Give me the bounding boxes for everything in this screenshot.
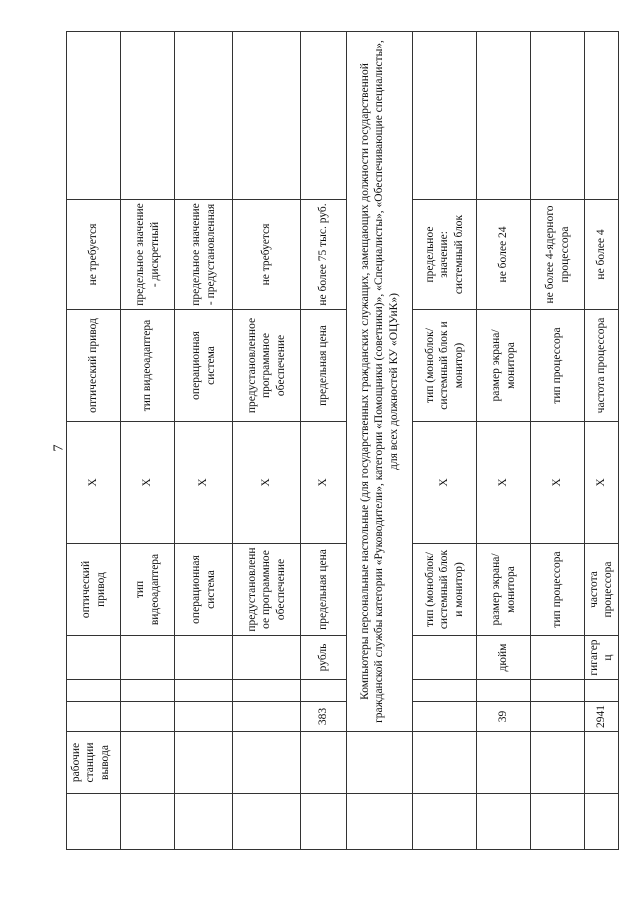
empty-cell — [121, 732, 175, 794]
x-cell: X — [585, 422, 619, 544]
char-cell: частота процессора — [585, 310, 619, 422]
value-cell: не требуется — [67, 200, 121, 310]
unit-cell — [413, 636, 477, 680]
name-cell: тип (моноблок/ системный блок и монитор) — [413, 544, 477, 636]
value-cell: предельное значение - предустановленная — [175, 200, 233, 310]
name-cell: тип процессора — [531, 544, 585, 636]
unit-cell: рубль — [301, 636, 347, 680]
empty-cell — [121, 680, 175, 702]
name-cell: оптический привод — [67, 544, 121, 636]
empty-cell — [301, 794, 347, 850]
empty-cell — [347, 732, 413, 794]
section-row — [347, 32, 413, 850]
empty-cell — [477, 680, 531, 702]
unit-cell — [121, 636, 175, 680]
page-number: 7 — [51, 444, 67, 452]
x-cell: X — [233, 422, 301, 544]
num-cell: 39 — [477, 702, 531, 732]
empty-cell — [585, 732, 619, 794]
value-cell: не более 4 — [585, 200, 619, 310]
empty-cell — [531, 680, 585, 702]
empty-cell — [477, 794, 531, 850]
char-cell: тип процессора — [531, 310, 585, 422]
value-cell: не более 24 — [477, 200, 531, 310]
empty-cell — [233, 732, 301, 794]
empty-cell — [531, 732, 585, 794]
value-cell: предельное значение: системный блок — [413, 200, 477, 310]
empty-cell — [175, 680, 233, 702]
x-cell: X — [301, 422, 347, 544]
num-cell: 383 — [301, 702, 347, 732]
table-row — [531, 32, 585, 850]
value-cell: не более 75 тыс. руб. — [301, 200, 347, 310]
table-row — [121, 32, 175, 850]
section-title: Компьютеры персональные настольные (для государственных гражданских служащих, замещающих должности государственной гражданской службы категории «Руководители», категории «Помощники (советники)», «Специалисты», «Обеспечивающие специалисты», для всех должностей КУ «ОЦУиК») — [347, 32, 413, 732]
num-cell — [121, 702, 175, 732]
char-cell: размер экрана/монитора — [477, 310, 531, 422]
value-cell: предельное значение - дискретный — [121, 200, 175, 310]
table-row — [67, 32, 121, 850]
x-cell: X — [531, 422, 585, 544]
x-cell: X — [413, 422, 477, 544]
num-cell — [67, 702, 121, 732]
num-cell — [413, 702, 477, 732]
char-cell: предельная цена — [301, 310, 347, 422]
empty-cell — [301, 732, 347, 794]
table-row — [301, 32, 347, 850]
char-cell: тип (моноблок/системный блок и монитор) — [413, 310, 477, 422]
empty-cell — [531, 32, 585, 200]
empty-cell — [413, 680, 477, 702]
empty-cell — [121, 32, 175, 200]
empty-cell — [585, 680, 619, 702]
empty-cell — [585, 32, 619, 200]
x-cell: X — [477, 422, 531, 544]
unit-cell — [233, 636, 301, 680]
name-cell: размер экрана/монитора — [477, 544, 531, 636]
num-cell — [175, 702, 233, 732]
name-cell: тип видеоадаптера — [121, 544, 175, 636]
value-cell: не более 4-ядерного процессора — [531, 200, 585, 310]
table-row — [477, 32, 531, 850]
unit-cell: дюйм — [477, 636, 531, 680]
empty-cell — [175, 732, 233, 794]
x-cell: X — [121, 422, 175, 544]
name-cell: операционная система — [175, 544, 233, 636]
unit-cell — [67, 636, 121, 680]
empty-cell — [121, 794, 175, 850]
table-row — [175, 32, 233, 850]
empty-cell — [477, 732, 531, 794]
table-row — [585, 32, 619, 850]
name-cell: частота процессора — [585, 544, 619, 636]
specification-table — [66, 31, 619, 850]
empty-cell — [301, 32, 347, 200]
empty-cell — [175, 32, 233, 200]
char-cell: предустановленное программное обеспечение — [233, 310, 301, 422]
char-cell: операционная система — [175, 310, 233, 422]
name-cell: предустановленное программное обеспечение — [233, 544, 301, 636]
name-cell: предельная цена — [301, 544, 347, 636]
empty-cell — [413, 732, 477, 794]
empty-cell — [67, 680, 121, 702]
empty-cell — [233, 680, 301, 702]
x-cell: X — [175, 422, 233, 544]
rotated-table-wrapper — [66, 32, 615, 850]
empty-cell — [233, 32, 301, 200]
category-label: рабочие станции вывода — [67, 732, 121, 794]
empty-cell — [585, 794, 619, 850]
empty-cell — [413, 32, 477, 200]
empty-cell — [413, 794, 477, 850]
empty-cell — [347, 794, 413, 850]
unit-cell: гигагерц — [585, 636, 619, 680]
x-cell: X — [67, 422, 121, 544]
empty-cell — [531, 794, 585, 850]
num-cell: 2941 — [585, 702, 619, 732]
value-cell: не требуется — [233, 200, 301, 310]
num-cell — [233, 702, 301, 732]
unit-cell — [531, 636, 585, 680]
empty-cell — [67, 32, 121, 200]
char-cell: оптический привод — [67, 310, 121, 422]
unit-cell — [175, 636, 233, 680]
empty-cell — [477, 32, 531, 200]
empty-cell — [67, 794, 121, 850]
table-row — [413, 32, 477, 850]
num-cell — [531, 702, 585, 732]
empty-cell — [301, 680, 347, 702]
table-row — [233, 32, 301, 850]
char-cell: тип видеоадаптера — [121, 310, 175, 422]
empty-cell — [233, 794, 301, 850]
empty-cell — [175, 794, 233, 850]
